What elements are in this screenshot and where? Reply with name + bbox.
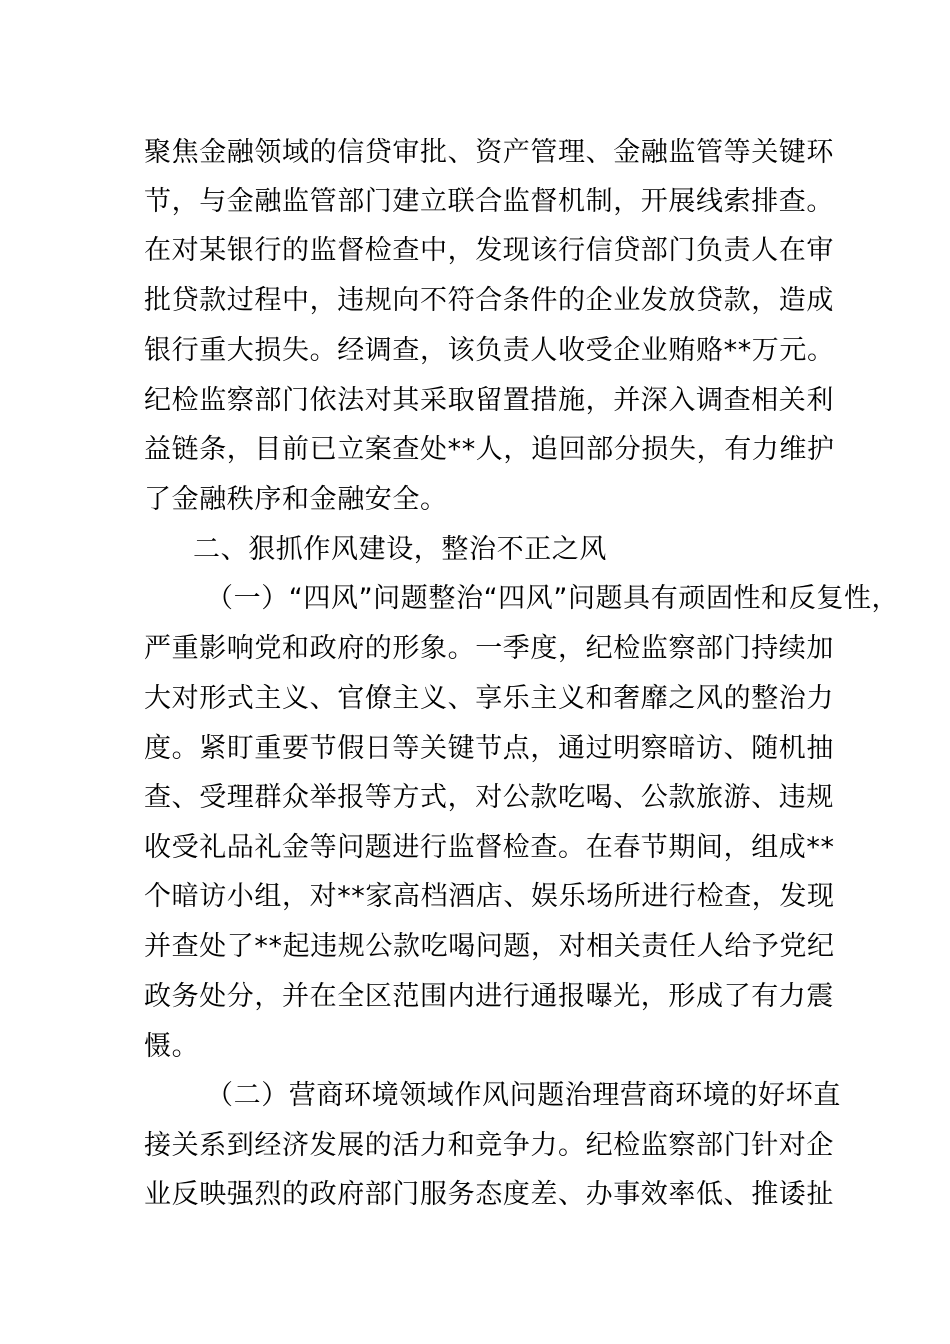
text-line: 节，与金融监管部门建立联合监督机制，开展线索排查。 <box>144 186 834 217</box>
text-line: 聚焦金融领域的信贷审批、资产管理、金融监管等关键环 <box>144 137 834 168</box>
text-line: 收受礼品礼金等问题进行监督检查。在春节期间，组成** <box>144 832 835 863</box>
text-line: 银行重大损失。经调查，该负责人收受企业贿赂**万元。 <box>144 335 835 366</box>
text-line: 慑。 <box>144 1031 200 1062</box>
text-line: 接关系到经济发展的活力和竞争力。纪检监察部门针对企 <box>144 1130 834 1161</box>
text-line: 严重影响党和政府的形象。一季度，纪检监察部门持续加 <box>144 633 834 664</box>
section-heading: 二、狠抓作风建设，整治不正之风 <box>193 534 607 565</box>
text-line: 查、受理群众举报等方式，对公款吃喝、公款旅游、违规 <box>144 782 834 813</box>
text-line: 业反映强烈的政府部门服务态度差、办事效率低、推诿扯 <box>144 1179 834 1210</box>
text-line: 个暗访小组，对**家高档酒店、娱乐场所进行检查，发现 <box>144 881 835 912</box>
text-line: 纪检监察部门依法对其采取留置措施，并深入调查相关利 <box>144 385 834 416</box>
text-line: 并查处了**起违规公款吃喝问题，对相关责任人给予党纪 <box>144 931 835 962</box>
text-line: 大对形式主义、官僚主义、享乐主义和奢靡之风的整治力 <box>144 683 834 714</box>
text-line: 了金融秩序和金融安全。 <box>144 484 448 515</box>
text-line: 政务处分，并在全区范围内进行通报曝光，形成了有力震 <box>144 981 834 1012</box>
subsection-heading: （一）“四风”问题整治“四风”问题具有顽固性和反复性， <box>206 583 900 614</box>
text-line: 益链条，目前已立案查处**人，追回部分损失，有力维护 <box>144 434 835 465</box>
text-line: 在对某银行的监督检查中，发现该行信贷部门负责人在审 <box>144 235 834 266</box>
text-line: 度。紧盯重要节假日等关键节点，通过明察暗访、随机抽 <box>144 733 834 764</box>
subsection-heading: （二）营商环境领域作风问题治理营商环境的好坏直 <box>206 1080 841 1111</box>
text-line: 批贷款过程中，违规向不符合条件的企业发放贷款，造成 <box>144 285 834 316</box>
